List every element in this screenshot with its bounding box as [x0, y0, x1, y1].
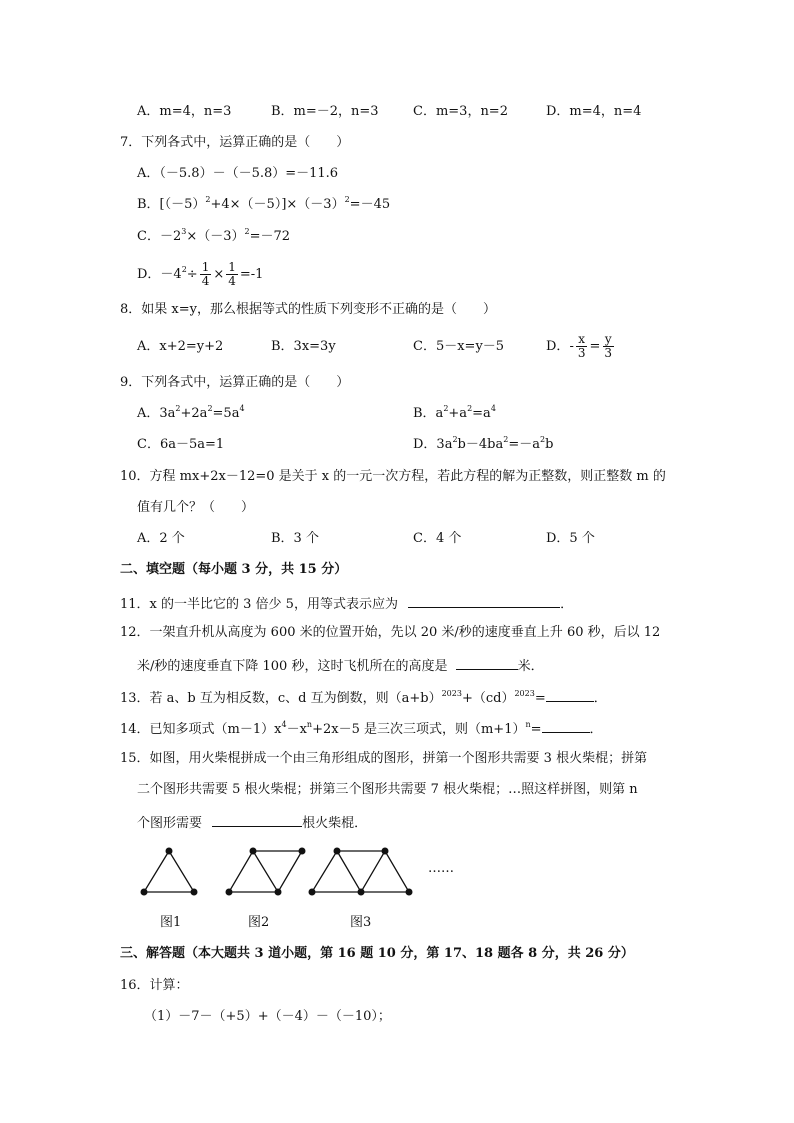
- q9-b-post: =a: [472, 406, 491, 421]
- fig2-dot-2: [299, 848, 306, 855]
- fig1-triangle: [144, 851, 194, 892]
- q9-option-c: C．6a－5a=1: [137, 437, 225, 452]
- q7-b-mid: +4×（－5）]×（－3）: [210, 197, 345, 212]
- q16-part1: （1）－7－（+5）+（－4）－（－10）；: [144, 1009, 391, 1024]
- fig3-dot-4: [358, 889, 365, 896]
- q9-a-s2: 2: [207, 404, 213, 413]
- q9-a-post: =5a: [212, 406, 240, 421]
- q9-stem: 9．下列各式中，运算正确的是（ ）: [120, 375, 350, 390]
- fig3-dot-2: [382, 848, 389, 855]
- q6-option-d: D．m=4，n=4: [546, 104, 642, 119]
- q15-answer-blank[interactable]: [212, 812, 302, 827]
- q7-d-pre: D．－4: [137, 267, 182, 282]
- q7-d-frac1-den: 4: [201, 274, 210, 288]
- q14-e4: 4: [281, 720, 287, 729]
- q16-stem: 16．计算：: [120, 978, 189, 993]
- q8-d-minus: -: [569, 339, 574, 354]
- q15-line1: 15．如图，用火柴棍拼成一个由三角形组成的图形，拼第一个图形共需要 3 根火柴棍；拼第: [120, 751, 648, 766]
- q8-d-eq: =: [589, 339, 601, 354]
- q9-option-d: [413, 436, 553, 454]
- q10-option-a: A．2 个: [137, 531, 185, 546]
- q12-end: 米．: [517, 659, 544, 674]
- q13: [120, 687, 607, 708]
- q10-line2: 值有几个？（ ）: [137, 500, 255, 515]
- q7-d-frac1-num: 1: [201, 260, 210, 274]
- q9-d-s3: 2: [539, 435, 546, 444]
- q9-option-b: [413, 405, 496, 423]
- q15-line2: 二个图形共需要 5 根火柴棍；拼第三个图形共需要 7 根火柴棍；…照这样拼图，则第 n: [137, 782, 638, 797]
- q7-option-b: [137, 196, 390, 214]
- q9-b-s3: 4: [490, 404, 496, 413]
- q8-option-c: C．5－x=y－5: [413, 339, 505, 354]
- q11-answer-blank[interactable]: [408, 593, 560, 608]
- q14-post: =: [530, 722, 542, 737]
- q8-d-frac-x: [576, 333, 588, 360]
- q8-d-frac-x-den: 3: [577, 346, 586, 360]
- q7-c-pre: C．－2: [137, 229, 182, 244]
- q9-d-post: =－a: [508, 437, 540, 452]
- q14-en2: n: [525, 720, 531, 729]
- fig1-dot-top: [166, 848, 173, 855]
- section2-heading: 二、填空题（每小题 3 分，共 15 分）: [120, 562, 348, 577]
- q7-d-frac2: [226, 261, 238, 288]
- q7-d-div: ÷: [186, 267, 198, 282]
- q13-end: ．: [593, 691, 607, 706]
- q15-line3-pre: 个图形需要: [137, 816, 203, 831]
- q9-b-s1: 2: [443, 404, 449, 413]
- q8-d-frac-y-den: 3: [604, 346, 613, 360]
- q13-post: =: [534, 691, 546, 706]
- q9-d-pre: D．3a: [413, 437, 453, 452]
- q14-pre: 14．已知多项式（m－1）x: [120, 722, 282, 737]
- q6-option-c: C．m=3，n=2: [413, 104, 508, 119]
- q8-d-frac-y: [602, 333, 614, 360]
- q12-line2-text: 米/秒的速度垂直下降 100 秒，这时飞机所在的高度是: [137, 659, 448, 674]
- q9-d-end: b: [545, 437, 554, 452]
- q12-line1: 12．一架直升机从高度为 600 米的位置开始，先以 20 米/秒的速度垂直上升 60 秒，后以 12: [120, 625, 661, 640]
- fig3-dot-1: [334, 848, 341, 855]
- q9-a-pre: A．3a: [137, 406, 176, 421]
- fig3-shape: [312, 851, 409, 892]
- figures-ellipsis: ……: [428, 861, 454, 876]
- q8-d-frac-y-num: y: [604, 332, 612, 346]
- matchstick-figures: [0, 842, 794, 922]
- fig2-shape: [229, 851, 302, 892]
- q7-b-sup1: 2: [205, 195, 211, 204]
- q9-d-mid: b－4ba: [457, 437, 504, 452]
- q9-b-mid: +a: [448, 406, 468, 421]
- q15-line3-post: 根火柴棍．: [302, 816, 368, 831]
- q7-d-frac2-den: 4: [228, 274, 236, 288]
- q10-option-b: B．3 个: [271, 531, 319, 546]
- q7-d-frac2-num: 1: [228, 260, 236, 274]
- q7-d-times: ×: [213, 267, 225, 282]
- q10-line1: 10．方程 mx+2x－12=0 是关于 x 的一元一次方程，若此方程的解为正整数，则正整数 m 的: [120, 469, 666, 484]
- q7-d-sup: 2: [181, 265, 187, 274]
- q10-option-c: C．4 个: [413, 531, 462, 546]
- q7-c-sup2: 2: [244, 227, 250, 236]
- q7-c-mid: ×（－3）: [186, 229, 245, 244]
- q13-mid: +（cd）: [461, 691, 515, 706]
- q8-option-d: [546, 332, 616, 362]
- fig2-dot-1: [250, 848, 257, 855]
- q6-option-a: A．m=4，n=3: [137, 104, 232, 119]
- q14-mid2: +2x－5 是三次三项式，则（m+1）: [312, 722, 526, 737]
- q8-d-frac-x-num: x: [578, 332, 586, 346]
- q9-a-s3: 4: [239, 404, 245, 413]
- fig2-dot-4: [275, 889, 282, 896]
- q7-b-pre: B．[（－5）: [137, 197, 206, 212]
- q12-answer-blank[interactable]: [456, 655, 518, 670]
- fig1-label: 图1: [160, 915, 182, 930]
- q9-a-mid: +2a: [180, 406, 208, 421]
- q9-b-pre: B．a: [413, 406, 444, 421]
- q9-option-a: [137, 405, 245, 423]
- q13-answer-blank[interactable]: [546, 687, 594, 702]
- q14-end: ．: [589, 722, 603, 737]
- q11: [120, 593, 573, 614]
- q12-line2: [137, 655, 544, 676]
- q7-c-sup1: 3: [181, 227, 187, 236]
- q9-d-s2: 2: [503, 435, 509, 444]
- q9-a-s1: 2: [175, 404, 181, 413]
- q11-end: ．: [560, 597, 574, 612]
- q7-d-frac1: [200, 261, 212, 288]
- q7-b-post: =－45: [349, 197, 391, 212]
- q13-exp2: 2023: [514, 689, 535, 698]
- section3-heading: 三、解答题（本大题共 3 道小题，第 16 题 10 分，第 17、18 题各 8 分，共 26 分）: [120, 946, 634, 961]
- q11-text: 11．x 的一半比它的 3 倍少 5，用等式表示应为: [120, 597, 398, 612]
- q14-mid: －x: [286, 722, 307, 737]
- q10-option-d: D．5 个: [546, 531, 595, 546]
- fig1-dot-left: [141, 889, 148, 896]
- q14-en1: n: [306, 720, 313, 729]
- fig3-label: 图3: [350, 915, 372, 930]
- q15-line3: [137, 812, 367, 833]
- fig2-dot-3: [226, 889, 233, 896]
- q8-option-a: A．x+2=y+2: [137, 339, 224, 354]
- q7-option-a: A．（－5.8）－（－5.8）=－11.6: [137, 166, 339, 181]
- q13-exp1: 2023: [441, 689, 462, 698]
- fig3-dot-3: [309, 889, 316, 896]
- q8-option-b: B．3x=3y: [271, 339, 336, 354]
- q7-option-d: [137, 260, 263, 290]
- q6-option-b: B．m=－2，n=3: [271, 104, 379, 119]
- q8-stem: 8．如果 x=y，那么根据等式的性质下列变形不正确的是（ ）: [120, 302, 496, 317]
- q7-c-post: =－72: [249, 229, 291, 244]
- q7-b-sup2: 2: [344, 195, 350, 204]
- fig2-label: 图2: [248, 915, 270, 930]
- q14-answer-blank[interactable]: [542, 718, 590, 733]
- fig1-dot-right: [191, 889, 198, 896]
- q13-pre: 13．若 a、b 互为相反数，c、d 互为倒数，则（a+b）: [120, 691, 442, 706]
- q8-d-label: D．: [546, 339, 570, 354]
- q7-option-c: [137, 228, 290, 246]
- q7-d-tail: =-1: [239, 267, 264, 282]
- q14: [120, 718, 603, 739]
- q9-d-s1: 2: [452, 435, 458, 444]
- fig3-dot-5: [406, 889, 413, 896]
- q7-stem: 7．下列各式中，运算正确的是（ ）: [120, 135, 350, 150]
- q9-b-s2: 2: [467, 404, 473, 413]
